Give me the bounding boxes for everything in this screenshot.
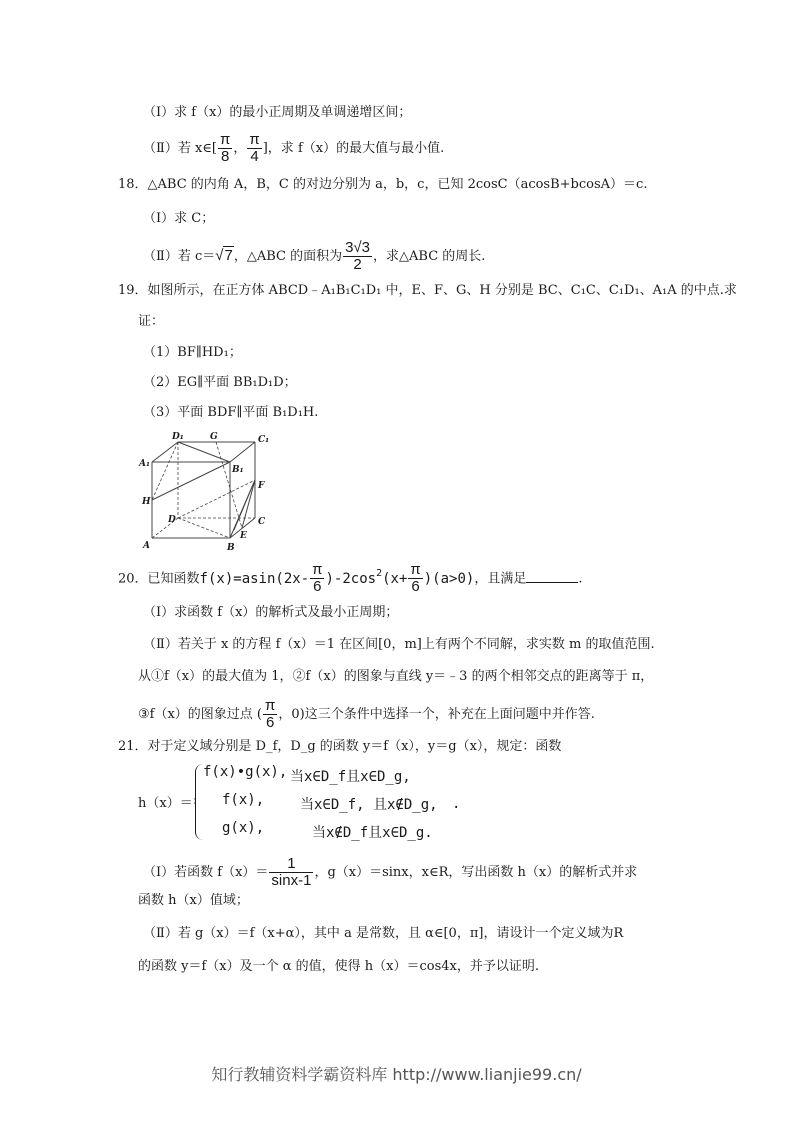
label-B1: B₁ [232,465,244,475]
q21-part2-line2: 的函数 y＝f（x）及一个 α 的值，使得 h（x）＝cos4x，并予以证明. [138,959,540,974]
cube-figure [135,430,280,552]
label-E: E [240,531,247,541]
footer-watermark: 知行教辅资料学霸资料库 http://www.lianjie99.cn/ [211,1065,582,1084]
q19-stem-line1: 19．如图所示，在正方体 ABCD﹣A₁B₁C₁D₁ 中，E、F、G、H 分别是 BC、C₁C、C₁D₁、A₁A 的中点.求 [118,283,737,298]
q19-item-1: （1）BF∥HD₁； [143,345,242,360]
q19-stem-line2: 证： [138,314,165,329]
label-B: B [227,543,235,552]
q20-conditions-line2: ③f（x）的图象过点 ( $\frac{\pi}{6}$ ，0)这三个条件中选择一个，补充在上面问题中并作答. [138,697,595,731]
q20-stem: 20．已知函数f(x)=asin(2x- $\frac{\pi}{6}$ )$-2\cos^2(x+$ $\frac{\pi}{6}$ )(a>0)，且满足 . [118,561,583,595]
label-D: D [168,515,176,525]
q20-part2: （Ⅱ）若关于 x 的方程 f（x）＝1 在区间[0，m]上有两个不同解，求实数 m 的取值范围. [143,637,655,652]
fraction-pi-8: $\frac{\pi}{8}$ [220,131,231,165]
case-1-expr: f(x)•g(x), [203,764,288,780]
q19-item-3: （3）平面 BDF∥平面 B₁D₁H. [143,405,319,420]
q21-part1: （Ⅰ）若函数 f（x）＝ $\frac{1}{\sin x-1}$ ，g（x）＝sinx，x∈R，写出函数 h（x）的解析式并求 [143,855,638,889]
label-C1: C₁ [258,435,270,445]
q20-formula: f(x)=asin(2x- $\frac{\pi}{6}$ )$-2\cos^2(x+$ $\frac{\pi}{6}$ )(a>0) [199,561,475,595]
fill-in-blank[interactable] [526,570,578,583]
q18-stem: 18．△ABC 的内角 A，B，C 的对边分别为 a，b，c，已知 2cosC（acosB+bcosA）＝c. [118,177,648,192]
case-1-cond: 当x∈D_f且x∈D_g, [290,769,411,785]
label-H: H [142,497,151,507]
fraction-pi-6: $\frac{\pi}{6}$ [410,561,421,595]
label-F: F [258,481,265,491]
label-D1: D₁ [172,432,184,442]
q21-part1-line2: 函数 h（x）值域； [138,893,249,908]
fraction-pi-6: $\frac{\pi}{6}$ [265,697,276,731]
fraction-pi-4: $\frac{\pi}{4}$ [249,131,260,165]
q17-part2-prefix: （Ⅱ）若 x∈[ [143,141,217,156]
q17-part2: （Ⅱ）若 x∈[ $\frac{\pi}{8}$ ， $\frac{\pi}{4}$ ]，求 f（x）的最大值与最小值. [143,131,445,165]
q17-part1: （Ⅰ）求 f（x）的最小正周期及单调递增区间； [143,105,412,120]
after-brace: . [452,796,461,812]
label-C: C [258,517,266,527]
label-A1: A₁ [139,459,150,469]
q18-part1: （Ⅰ）求 C； [143,211,215,226]
label-G: G [210,432,218,442]
q21-h-label: h（x）＝ [138,796,193,811]
case-3-expr: g(x), [222,820,265,836]
fraction-3sqrt3-2: $\frac{3√3}{2}$ [345,239,371,273]
sqrt-7: √7 [215,247,233,264]
q20-part1: （Ⅰ）求函数 f（x）的解析式及最小正周期； [143,605,399,620]
fraction-pi-6: $\frac{\pi}{6}$ [312,561,323,595]
case-2-cond: 当x∈D_f, 且x∉D_g, [300,797,438,813]
case-2-expr: f(x), [222,792,265,808]
q19-item-2: （2）EG∥平面 BB₁D₁D； [143,375,297,390]
fraction-1-over-sinx-minus-1: $\frac{1}{\sin x-1}$ [271,855,312,889]
q21-part2-line1: （Ⅱ）若 g（x）＝f（x+α），其中 a 是常数，且 α∈[0，π]，请设计一个定义域为R [143,926,624,941]
q21-stem: 21．对于定义域分别是 D_f，D_g 的函数 y＝f（x），y＝g（x），规定：函数 [118,739,562,754]
label-A: A [143,541,150,551]
q17-part2-suffix: ]，求 f（x）的最大值与最小值. [262,141,445,156]
q18-part2: （Ⅱ）若 c＝√7，△ABC 的面积为 $\frac{3√3}{2}$ ，求△ABC 的周长. [143,239,486,273]
case-3-cond: 当x∉D_f且x∈D_g. [312,825,433,841]
q20-conditions-line1: 从①f（x）的最大值为 1，②f（x）的图象与直线 y＝﹣3 的两个相邻交点的距离等于 π， [138,669,654,684]
